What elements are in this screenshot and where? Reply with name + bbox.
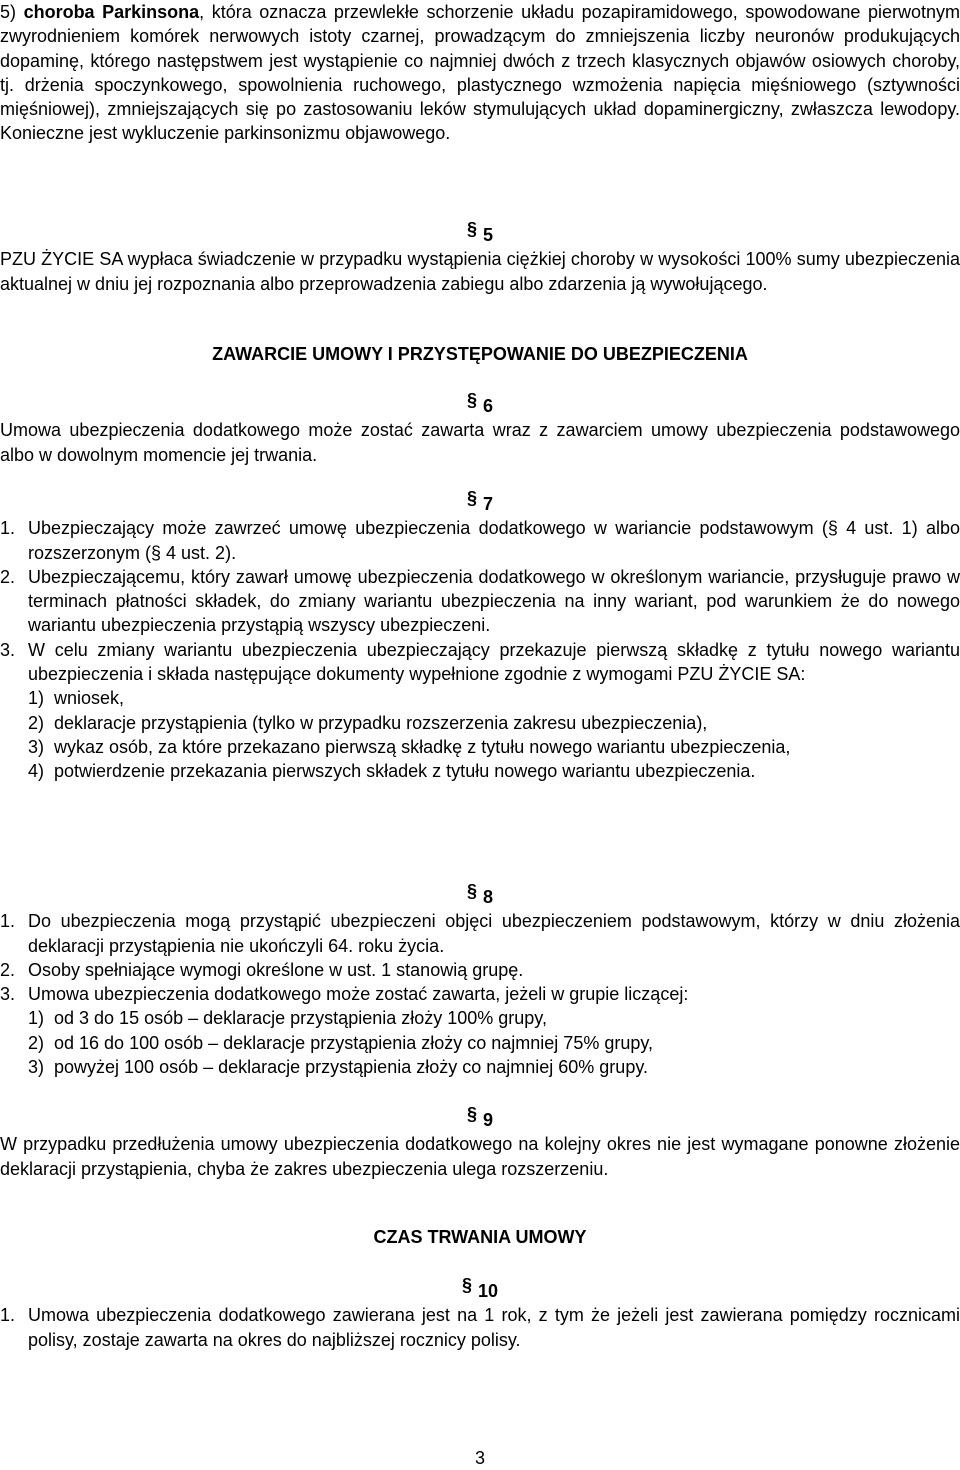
sub-list-item: 2) deklaracje przystąpienia (tylko w przypadku rozszerzenia zakresu ubezpieczenia),	[28, 712, 708, 733]
section-6-number: 6	[483, 396, 494, 416]
section-7-heading	[0, 486, 960, 516]
sub-list-item: 3) powyżej 100 osób – deklaracje przystąpienia złoży co najmniej 60% grupy.	[28, 1057, 648, 1078]
disease-item-5-label: 5)	[0, 2, 24, 22]
list-item: 3. Umowa ubezpieczenia dodatkowego może zostać zawarta, jeżeli w grupie liczącej:	[0, 984, 689, 1005]
section-5-number: 5	[483, 225, 494, 245]
section-6	[0, 388, 960, 467]
sub-list-item: 3) wykaz osób, za które przekazano pierwszą składkę z tytułu nowego wariantu ubezpieczenia,	[28, 736, 791, 757]
section-6-heading	[0, 388, 960, 418]
paragraph-sign-icon: §	[466, 390, 477, 410]
sub-list-item: 1) od 3 do 15 osób – deklaracje przystąpienia złoży 100% grupy,	[28, 1008, 547, 1029]
section-9-text: W przypadku przedłużenia umowy ubezpieczenia dodatkowego na kolejny okres nie jest wymagane ponowne złożenie deklaracji przystąpienia, chyba że zakres ubezpieczenia ulega rozszerzeniu.	[0, 1134, 960, 1179]
disease-item-5-name: choroba Parkinsona	[23, 2, 200, 22]
section-10-heading	[0, 1273, 960, 1303]
section-5-heading	[0, 217, 960, 247]
section-8	[0, 879, 960, 1079]
paragraph-sign-icon: §	[461, 1275, 472, 1295]
list-item: 2. Osoby spełniające wymogi określone w ust. 1 stanowią grupę.	[0, 959, 524, 980]
page-number: 3	[474, 1448, 485, 1468]
disease-item-5-paragraph	[0, 0, 960, 146]
paragraph-sign-icon: §	[466, 1104, 477, 1124]
sub-list-item: 4) potwierdzenie przekazania pierwszych składek z tytułu nowego wariantu ubezpieczenia.	[28, 761, 756, 782]
section-7-number: 7	[483, 494, 494, 514]
chapter-heading-duration: CZAS TRWANIA UMOWY	[373, 1227, 587, 1247]
section-9-number: 9	[483, 1110, 494, 1130]
section-10	[0, 1273, 960, 1352]
section-9-heading	[0, 1102, 960, 1132]
paragraph-sign-icon: §	[466, 881, 477, 901]
sub-list-item: 2) od 16 do 100 osób – deklaracje przystąpienia złoży co najmniej 75% grupy,	[28, 1032, 654, 1053]
chapter-heading-conclusion: ZAWARCIE UMOWY I PRZYSTĘPOWANIE DO UBEZPIECZENIA	[212, 344, 748, 364]
list-item: 1. Do ubezpieczenia mogą przystąpić ubezpieczeni objęci ubezpieczeniem podstawowym, którzy w dniu złożenia deklaracji przystąpienia nie ukończyli 64. roku życia.	[0, 911, 960, 956]
disease-item-5	[0, 0, 960, 146]
paragraph-sign-icon: §	[466, 488, 477, 508]
list-item: 3. W celu zmiany wariantu ubezpieczenia ubezpieczający przekazuje pierwszą składkę z tytułu nowego wariantu ubezpieczenia i składa następujące dokumenty wypełnione zgodnie z wymogami PZU ŻYCIE SA:	[0, 639, 960, 685]
section-7	[0, 486, 960, 784]
paragraph-sign-icon: §	[466, 219, 477, 239]
list-item: 1. Ubezpieczający może zawrzeć umowę ubezpieczenia dodatkowego w wariancie podstawowym (§ 4 ust. 1) albo rozszerzonym (§ 4 ust. 2).	[0, 518, 960, 563]
section-8-heading	[0, 879, 960, 909]
section-9	[0, 1102, 960, 1181]
section-10-number: 10	[477, 1281, 499, 1301]
list-item: 2. Ubezpieczającemu, który zawarł umowę ubezpieczenia dodatkowego w określonym wariancie, przysługuje prawo w terminach płatności składek, do zmiany wariantu ubezpieczenia na inny wariant, pod warunkiem że do nowego wariantu ubezpieczenia przystąpią wszyscy ubezpieczeni.	[0, 566, 960, 636]
list-item: 1. Umowa ubezpieczenia dodatkowego zawierana jest na 1 rok, z tym że jeżeli jest zawierana pomiędzy rocznicami polisy, zostaje zawarta na okres do najbliższej rocznicy polisy.	[0, 1305, 960, 1350]
section-6-text: Umowa ubezpieczenia dodatkowego może zostać zawarta wraz z zawarciem umowy ubezpieczenia podstawowego albo w dowolnym momencie jej trwania.	[0, 420, 960, 465]
sub-list-item: 1) wniosek,	[28, 688, 125, 709]
section-8-number: 8	[483, 887, 494, 907]
section-5-text: PZU ŻYCIE SA wypłaca świadczenie w przypadku wystąpienia ciężkiej choroby w wysokości 100% sumy ubezpieczenia aktualnej w dniu jej rozpoznania albo przeprowadzenia zabiegu albo zdarzenia ją wywołującego.	[0, 249, 960, 294]
section-5	[0, 217, 960, 296]
disease-item-5-text: , która oznacza przewlekłe schorzenie układu pozapiramidowego, spowodowane pierwotnym zwyrodnieniem komórek nerwowych istoty czarnej, prowadzącym do zmniejszenia liczby neuronów produkujących dopaminę, którego następstwem jest wystąpienie co najmniej dwóch z trzech klasycznych objawów osiowych choroby, tj. drżenia spoczynkowego, spowolnienia ruchowego, plastycznego wzmożenia napięcia mięśniowego (sztywności mięśniowej), zmniejszających się po zastosowaniu leków stymulujących układ dopaminergiczny, zwłaszcza lewodopy. Konieczne jest wykluczenie parkinsonizmu objawowego.	[0, 2, 960, 144]
